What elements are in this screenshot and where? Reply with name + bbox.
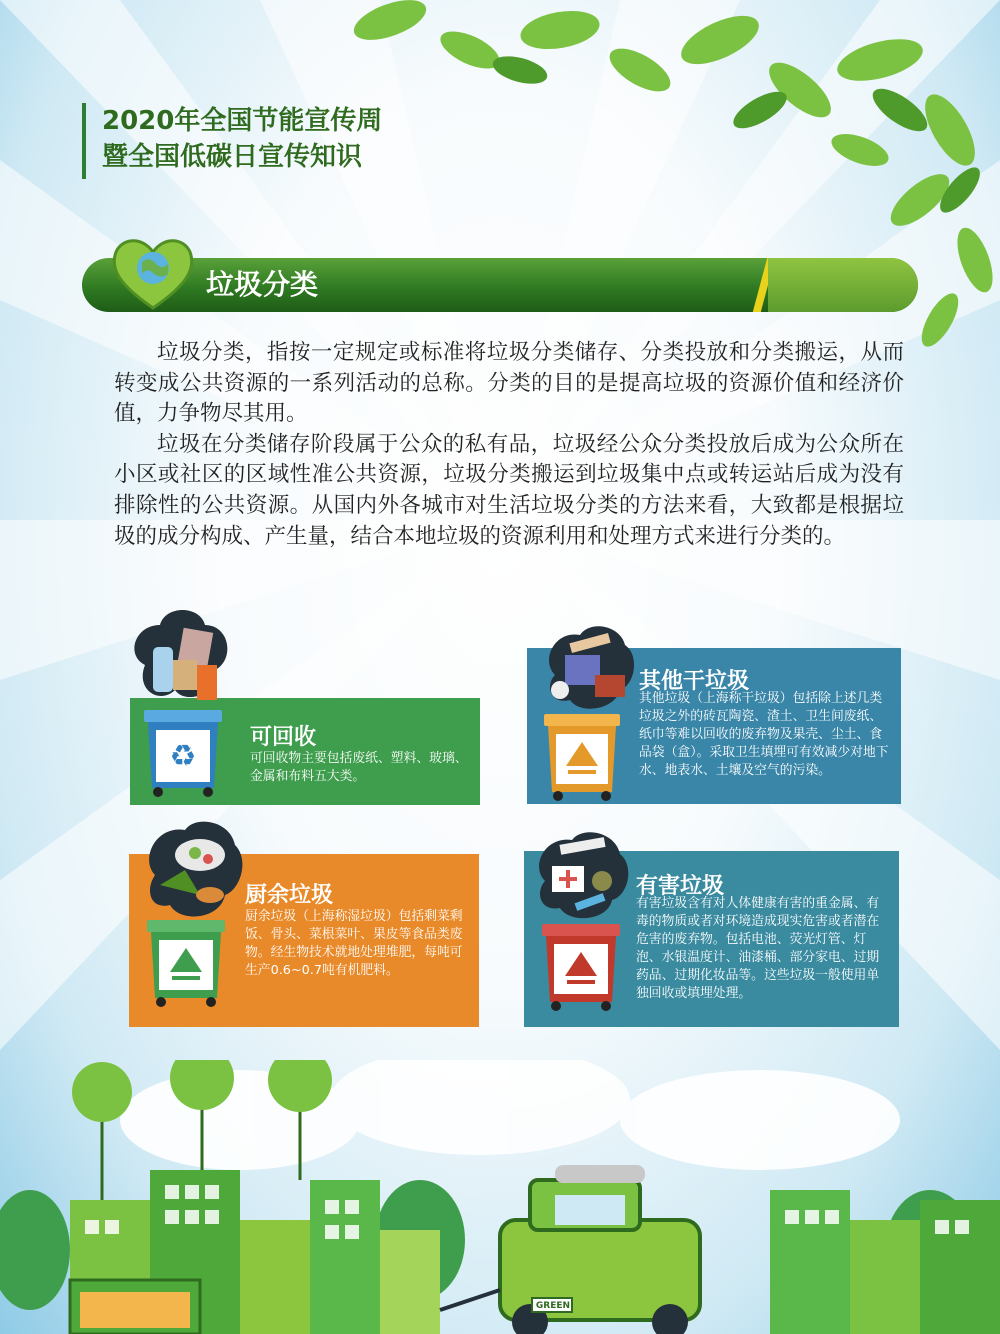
header-line-1: 2020年全国节能宣传周 [102,106,383,136]
recyclables-pile-icon [125,605,235,710]
orange-other-waste-bin-icon [542,710,622,802]
card-other-title: 其他干垃圾 [639,669,750,694]
card-recyclable-title: 可回收 [250,725,317,750]
card-hazardous-desc: 有害垃圾含有对人体健康有害的重金属、有毒的物质或者对环境造成现实危害或者潜在危害的废弃物。包括电池、荧光灯管、灯泡、水银温度计、油漆桶、部分家电、过期药品、过期化妆品等。这些垃圾一般使用单独回收或填埋处理。 [636,896,880,1001]
red-hazardous-waste-bin-icon [540,920,622,1012]
intro-paragraph-1: 垃圾分类，指按一定规定或标准将垃圾分类储存、分类投放和分类搬运，从而转变成公共资源的一系列活动的总称。分类的目的是提高垃圾的资源价值和经济价值，力争物尽其用。 [114,340,904,427]
hazardous-waste-pile-icon [530,826,635,926]
svg-text:♻: ♻ [169,739,197,774]
card-kitchen-desc: 厨余垃圾（上海称湿垃圾）包括剩菜剩饭、骨头、菜根菜叶、果皮等食品类废物。经生物技术就地处理堆肥，每吨可生产0.6~0.7吨有机肥料。 [245,909,463,978]
card-other-desc: 其他垃圾（上海称干垃圾）包括除上述几类垃圾之外的砖瓦陶瓷、渣土、卫生间废纸、纸巾等难以回收的废弃物及果壳、尘土、食品袋（盒）。采取卫生填埋可有效减少对地下水、地表水、土壤及空气的污染。 [639,691,889,778]
dry-waste-pile-icon [540,620,640,715]
car-license-plate: GREEN [535,1301,571,1311]
card-kitchen-title: 厨余垃圾 [245,883,334,908]
green-city-skyline-illustration [0,1060,1000,1334]
intro-text [114,338,904,552]
section-title: 垃圾分类 [206,268,319,301]
green-kitchen-waste-bin-icon [145,916,227,1008]
food-waste-pile-icon [140,815,250,925]
poster-header [82,103,382,179]
header-line-2: 暨全国低碳日宣传知识 [102,142,363,172]
heart-globe-icon [108,232,198,312]
card-recyclable-desc: 可回收物主要包括废纸、塑料、玻璃、金属和布料五大类。 [250,751,468,784]
blue-recycle-bin-icon [142,706,224,798]
intro-paragraph-2: 垃圾在分类储存阶段属于公众的私有品，垃圾经公众分类投放后成为公众所在小区或社区的区域性准公共资源，垃圾分类搬运到垃圾集中点或转运站后成为没有排除性的公共资源。从国内外各城市对生活垃圾分类的方法来看，大致都是根据垃圾的成分构成、产生量，结合本地垃圾的资源利用和处理方式来进行分类的。 [114,431,904,549]
card-hazardous-title: 有害垃圾 [636,874,725,899]
